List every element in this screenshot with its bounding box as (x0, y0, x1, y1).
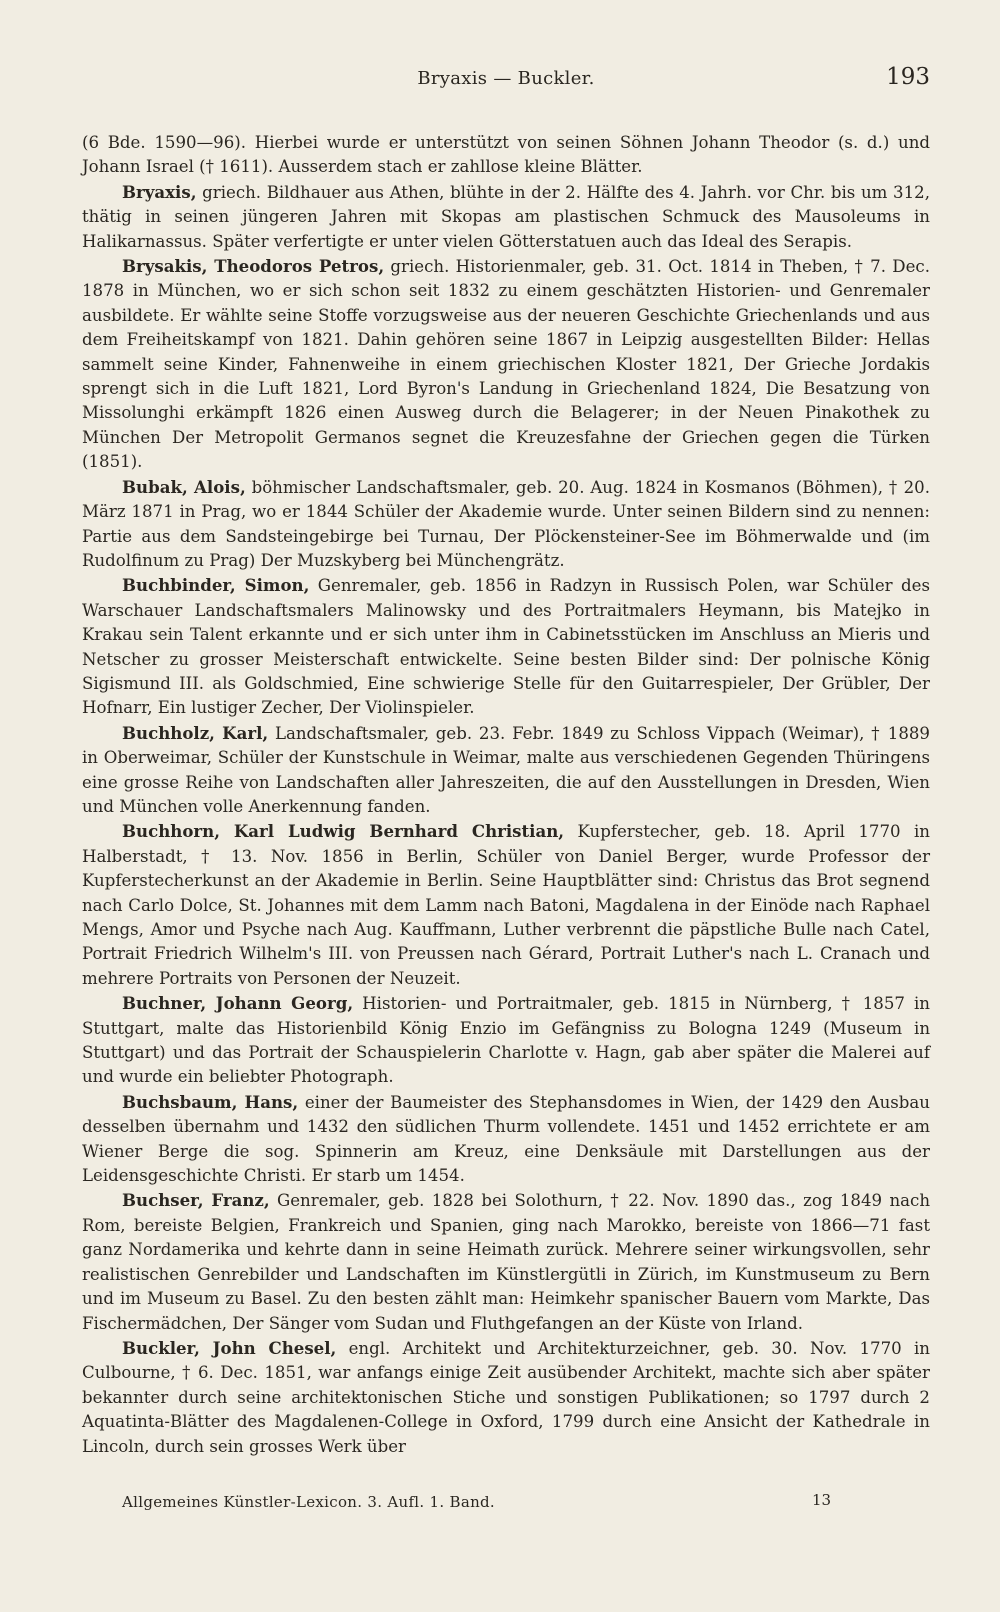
entry-headword: Brysakis, Theodoros Petros, (122, 256, 385, 277)
entry-text: einer der Baumeister des Stephansdomes in Wien, der 1429 den Ausbau desselben übernahm und 1432 den südlichen Thurm vollendete. 1451 und 1452 errichtete er am Wiener Berge die sog. Spinnerin am Kreuz, eine Denksäule mit Darstellungen aus der Leidensgeschichte Christi. Er starb um 1454. (82, 1092, 930, 1186)
entry-headword: Buchhorn, Karl Ludwig Bernhard Christian, (122, 821, 565, 842)
signature-mark: 13 (812, 1491, 832, 1509)
entry-headword: Buckler, John Chesel, (122, 1337, 337, 1358)
entry-text: griech. Historienmaler, geb. 31. Oct. 1814 in Theben, † 7. Dec. 1878 in München, wo er sich schon seit 1832 zu einem geschätzten Historien- und Genremaler ausbildete. Er wählte seine Stoffe vorzugsweise aus der neueren Geschichte Griechenlands und aus dem Freiheitskampf von 1821. Dahin gehören seine 1867 in Leipzig ausgestellten Bilder: Hellas sammelt seine Kinder, Fahnenweihe in einem griechischen Kloster 1821, Der Grieche Jordakis sprengt sich in die Luft 1821, Lord Byron's Landung in Griechenland 1824, Die Besatzung von Missolunghi erkämpft 1826 einen Ausweg durch die Belagerer; in der Neuen Pinakothek zu München Der Metropolit Germanos segnet die Kreuzesfahne der Griechen gegen die Türken (1851). (82, 257, 930, 472)
lexicon-body (82, 130, 930, 1459)
page-number: 193 (886, 64, 930, 90)
entry-text: engl. Architekt und Architekturzeichner, geb. 30. Nov. 1770 in Culbourne, † 6. Dec. 1851, war anfangs einige Zeit ausübender Architekt, machte sich aber später bekannter durch seine architektonischen Stiche und sonstigen Publikationen; so 1797 durch 2 Aquatinta-Blätter des Magdalenen-College in Oxford, 1799 durch eine Ansicht der Kathedrale in Lincoln, durch sein grosses Werk über (82, 1338, 930, 1456)
entry-buchner (82, 991, 930, 1090)
entry-buchsbaum (82, 1090, 930, 1189)
page-footer (122, 1491, 832, 1515)
entry-text: Genremaler, geb. 1856 in Radzyn in Russisch Polen, war Schüler des Warschauer Landschaftsmalers Malinowsky und des Portraitmalers Heymann, bis Matejko in Krakau sein Talent erkannte und er sich unter ihm in Cabinetsstücken im Anschluss an Mieris und Netscher zu grosser Meisterschaft entwickelte. Seine besten Bilder sind: Der polnische König Sigismund III. als Goldschmied, Eine schwierige Stelle für den Guitarrespieler, Der Grübler, Der Hofnarr, Ein lustiger Zecher, Der Violinspieler. (82, 576, 930, 718)
entry-continuation (82, 130, 930, 180)
entry-buchholz (82, 721, 930, 820)
entry-headword: Bryaxis, (122, 181, 197, 202)
entry-text: böhmischer Landschaftsmaler, geb. 20. Aug. 1824 in Kosmanos (Böhmen), † 20. März 1871 in Prag, wo er 1844 Schüler der Akademie wurde. Unter seinen Bildern sind zu nennen: Partie aus dem Sandsteingebirge bei Turnau, Der Plöckensteiner-See im Böhmerwalde und (im Rudolfinum zu Prag) Der Muzskyberg bei Münchengrätz. (82, 477, 930, 570)
entry-buchhorn (82, 819, 930, 991)
entry-headword: Buchholz, Karl, (122, 722, 269, 743)
entry-headword: Buchner, Johann Georg, (122, 993, 354, 1014)
entry-headword: Buchsbaum, Hans, (122, 1091, 299, 1112)
running-title: Bryaxis — Buckler. (417, 68, 595, 89)
entry-headword: Buchser, Franz, (122, 1190, 270, 1211)
page-header (82, 64, 930, 94)
entry-buchbinder (82, 573, 930, 720)
entry-brysakis (82, 254, 930, 475)
entry-text: Genremaler, geb. 1828 bei Solothurn, † 22. Nov. 1890 das., zog 1849 nach Rom, bereiste Belgien, Frankreich und Spanien, ging nach Marokko, bereiste von 1866—71 fast ganz Nordamerika und kehrte dann in seine Heimath zurück. Mehrere seiner wirkungsvollen, sehr realistischen Genrebilder und Landschaften im Künstlergütli in Zürich, im Kunstmuseum zu Bern und im Museum zu Basel. Zu den besten zählt man: Heimkehr spanischer Bauern vom Markte, Das Fischermädchen, Der Sänger vom Sudan und Fluthgefangen an der Küste von Irland. (82, 1191, 931, 1333)
entry-text: (6 Bde. 1590—96). Hierbei wurde er unterstützt von seinen Söhnen Johann Theodor (s. d.) und Johann Israel († 1611). Ausserdem stach er zahllose kleine Blätter. (82, 133, 930, 177)
entry-headword: Bubak, Alois, (122, 476, 246, 497)
entry-text: Historien- und Portraitmaler, geb. 1815 in Nürnberg, † 1857 in Stuttgart, malte das Historienbild König Enzio im Gefängniss zu Bologna 1249 (Museum in Stuttgart) und das Portrait der Schauspielerin Charlotte v. Hagn, gab aber später die Malerei auf und wurde ein beliebter Photograph. (82, 994, 930, 1087)
footer-title: Allgemeines Künstler-Lexicon. 3. Aufl. 1. Band. (122, 1493, 496, 1511)
entry-text: Kupferstecher, geb. 18. April 1770 in Halberstadt, † 13. Nov. 1856 in Berlin, Schüler von Daniel Berger, wurde Professor der Kupferstecherkunst an der Akademie in Berlin. Seine Hauptblätter sind: Christus das Brot segnend nach Carlo Dolce, St. Johannes mit dem Lamm nach Batoni, Magdalena in der Einöde nach Raphael Mengs, Amor und Psyche nach Aug. Kauffmann, Luther verbrennt die päpstliche Bulle nach Catel, Portrait Friedrich Wilhelm's III. von Preussen nach Gérard, Portrait Luther's nach L. Cranach und mehrere Portraits von Personen der Neuzeit. (82, 822, 930, 988)
entry-text: griech. Bildhauer aus Athen, blühte in der 2. Hälfte des 4. Jahrh. vor Chr. bis um 312, thätig in seinen jüngeren Jahren mit Skopas am plastischen Schmuck des Mausoleums in Halikarnassus. Später verfertigte er unter vielen Götterstatuen auch das Ideal des Serapis. (82, 182, 930, 251)
entry-headword: Buchbinder, Simon, (122, 575, 310, 596)
entry-bryaxis (82, 180, 930, 254)
entry-buckler (82, 1336, 930, 1459)
entry-buchser (82, 1188, 930, 1335)
entry-text: Landschaftsmaler, geb. 23. Febr. 1849 zu Schloss Vippach (Weimar), † 1889 in Oberweimar, Schüler der Kunstschule in Weimar, malte aus verschiedenen Gegenden Thüringens eine grosse Reihe von Landschaften aller Jahreszeiten, die auf den Ausstellungen in Dresden, Wien und München volle Anerkennung fanden. (82, 723, 930, 816)
entry-bubak (82, 475, 930, 574)
